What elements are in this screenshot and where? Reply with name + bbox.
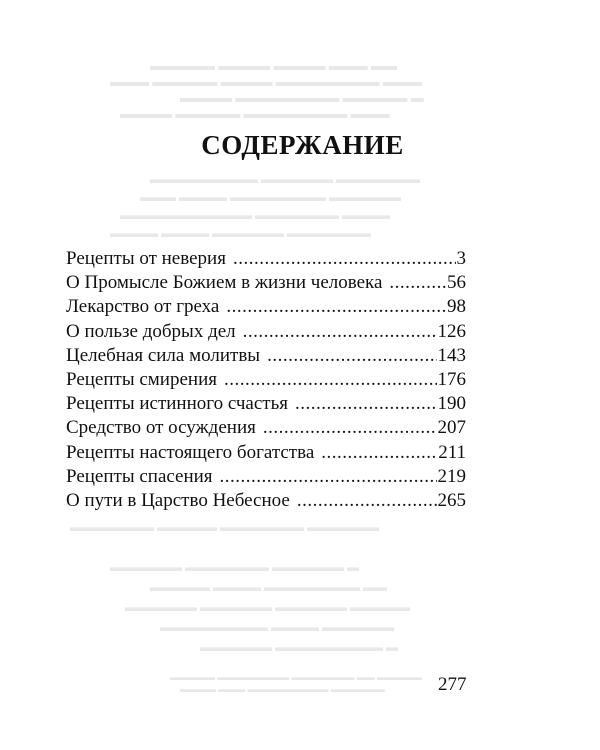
toc-entry[interactable] (66, 489, 466, 513)
dot-leader (389, 271, 446, 295)
toc-entry-page: 126 (437, 320, 466, 342)
toc-entry-page: 176 (437, 368, 466, 390)
toc-entry-title: Рецепты смирения (66, 368, 217, 390)
toc-entry-title: Рецепты от неверия (66, 248, 226, 269)
toc-entry-page: 190 (437, 393, 466, 415)
toc-entry-page: 219 (437, 465, 466, 487)
toc-entry-page: 207 (437, 417, 466, 439)
dot-leader (267, 344, 436, 368)
dot-leader (243, 320, 437, 344)
dot-leader (321, 441, 437, 465)
toc-entry-page: 211 (438, 441, 466, 463)
toc-entry-title: Рецепты спасения (66, 465, 213, 487)
toc-entry[interactable] (66, 295, 466, 319)
toc-entry-title: Лекарство от греха (66, 296, 220, 318)
toc-entry[interactable] (66, 320, 466, 344)
contents-heading: СОДЕРЖАНИЕ (201, 130, 404, 160)
show-through-background: ▬▬ ▬▬▬ ▬▬▬▬ ▬▬▬▬ ▬▬▬▬▬ ▬▬▬ ▬▬▬▬▬▬▬▬ ▬▬▬▬ ▬▬▬▬▬ ▬▬▬ ▬ ▬▬▬▬▬ ▬▬▬▬▬▬▬▬ ▬▬▬▬ ▬▬▬ ▬▬▬▬▬▬▬▬ ▬▬▬▬▬ ▬▬▬▬ ▬▬▬▬▬▬▬ ▬▬▬▬▬▬ ▬▬▬▬▬▬▬▬▬ ▬▬▬▬▬▬ ▬▬▬▬▬▬▬▬ ▬▬▬▬ ▬▬▬ ▬▬▬▬ ▬▬▬▬▬▬▬ ▬▬▬▬▬▬▬▬▬▬▬ ▬▬▬▬▬▬▬ ▬▬▬▬▬▬ ▬▬▬▬ ▬▬▬▬ ▬▬▬▬▬▬ ▬▬▬▬▬▬▬ ▬▬▬▬▬ ▬▬▬▬▬▬▬ ▬ ▬▬▬▬▬▬ ▬▬▬▬▬▬▬ ▬▬▬▬▬▬ ▬▬ ▬▬▬▬▬▬▬▬ ▬▬▬▬ ▬▬▬▬▬ ▬▬▬▬▬ ▬▬▬▬▬▬ ▬▬▬▬▬▬ ▬▬▬▬▬▬ ▬▬▬▬▬▬ ▬▬▬▬ ▬▬▬▬▬▬▬▬▬ ▬ ▬▬▬▬▬▬▬▬▬ ▬▬▬▬▬▬ ▬▬▬▬▬ ▬▬ ▬▬▬▬▬▬▬ ▬▬▬▬▬▬▬▬ ▬▬▬▬▬ ▬▬▬▬▬▬ ▬▬▬▬▬▬▬▬▬ ▬▬▬ ▬▬▬▬ (70, 58, 424, 694)
dot-leader (220, 465, 437, 489)
toc-entry-title: Целебная сила молитвы (66, 344, 261, 366)
toc-entry-title: О пользе добрых дел (66, 320, 236, 342)
toc-entry[interactable] (66, 368, 466, 392)
toc-entry-title: Рецепты истинного счастья (66, 393, 288, 415)
toc-entry[interactable] (66, 416, 466, 440)
toc-entry[interactable] (66, 465, 466, 489)
toc-entry-page: 56 (447, 272, 466, 294)
toc-entry[interactable] (66, 271, 466, 295)
dot-leader (233, 247, 456, 271)
dot-leader (226, 295, 446, 319)
dot-leader (295, 392, 437, 416)
toc-entry[interactable] (66, 441, 466, 465)
toc-entry-title: О Промысле Божием в жизни человека (66, 272, 383, 294)
toc-entry[interactable] (66, 392, 466, 416)
toc-entry-page: 3 (456, 248, 466, 269)
toc-entry-title: Средство от осуждения (66, 417, 256, 439)
toc-entry-page: 265 (437, 489, 466, 511)
toc-entry-title: Рецепты настоящего богатства (66, 441, 315, 463)
dot-leader (263, 416, 437, 440)
table-of-contents (66, 247, 466, 513)
dot-leader (224, 368, 437, 392)
toc-entry[interactable] (66, 247, 466, 271)
toc-entry-title: О пути в Царство Небесное (66, 489, 290, 511)
dot-leader (297, 489, 437, 513)
toc-entry-page: 98 (447, 296, 466, 318)
toc-entry[interactable] (66, 344, 466, 368)
toc-entry-page: 143 (437, 344, 466, 366)
page-number: 277 (438, 674, 467, 695)
